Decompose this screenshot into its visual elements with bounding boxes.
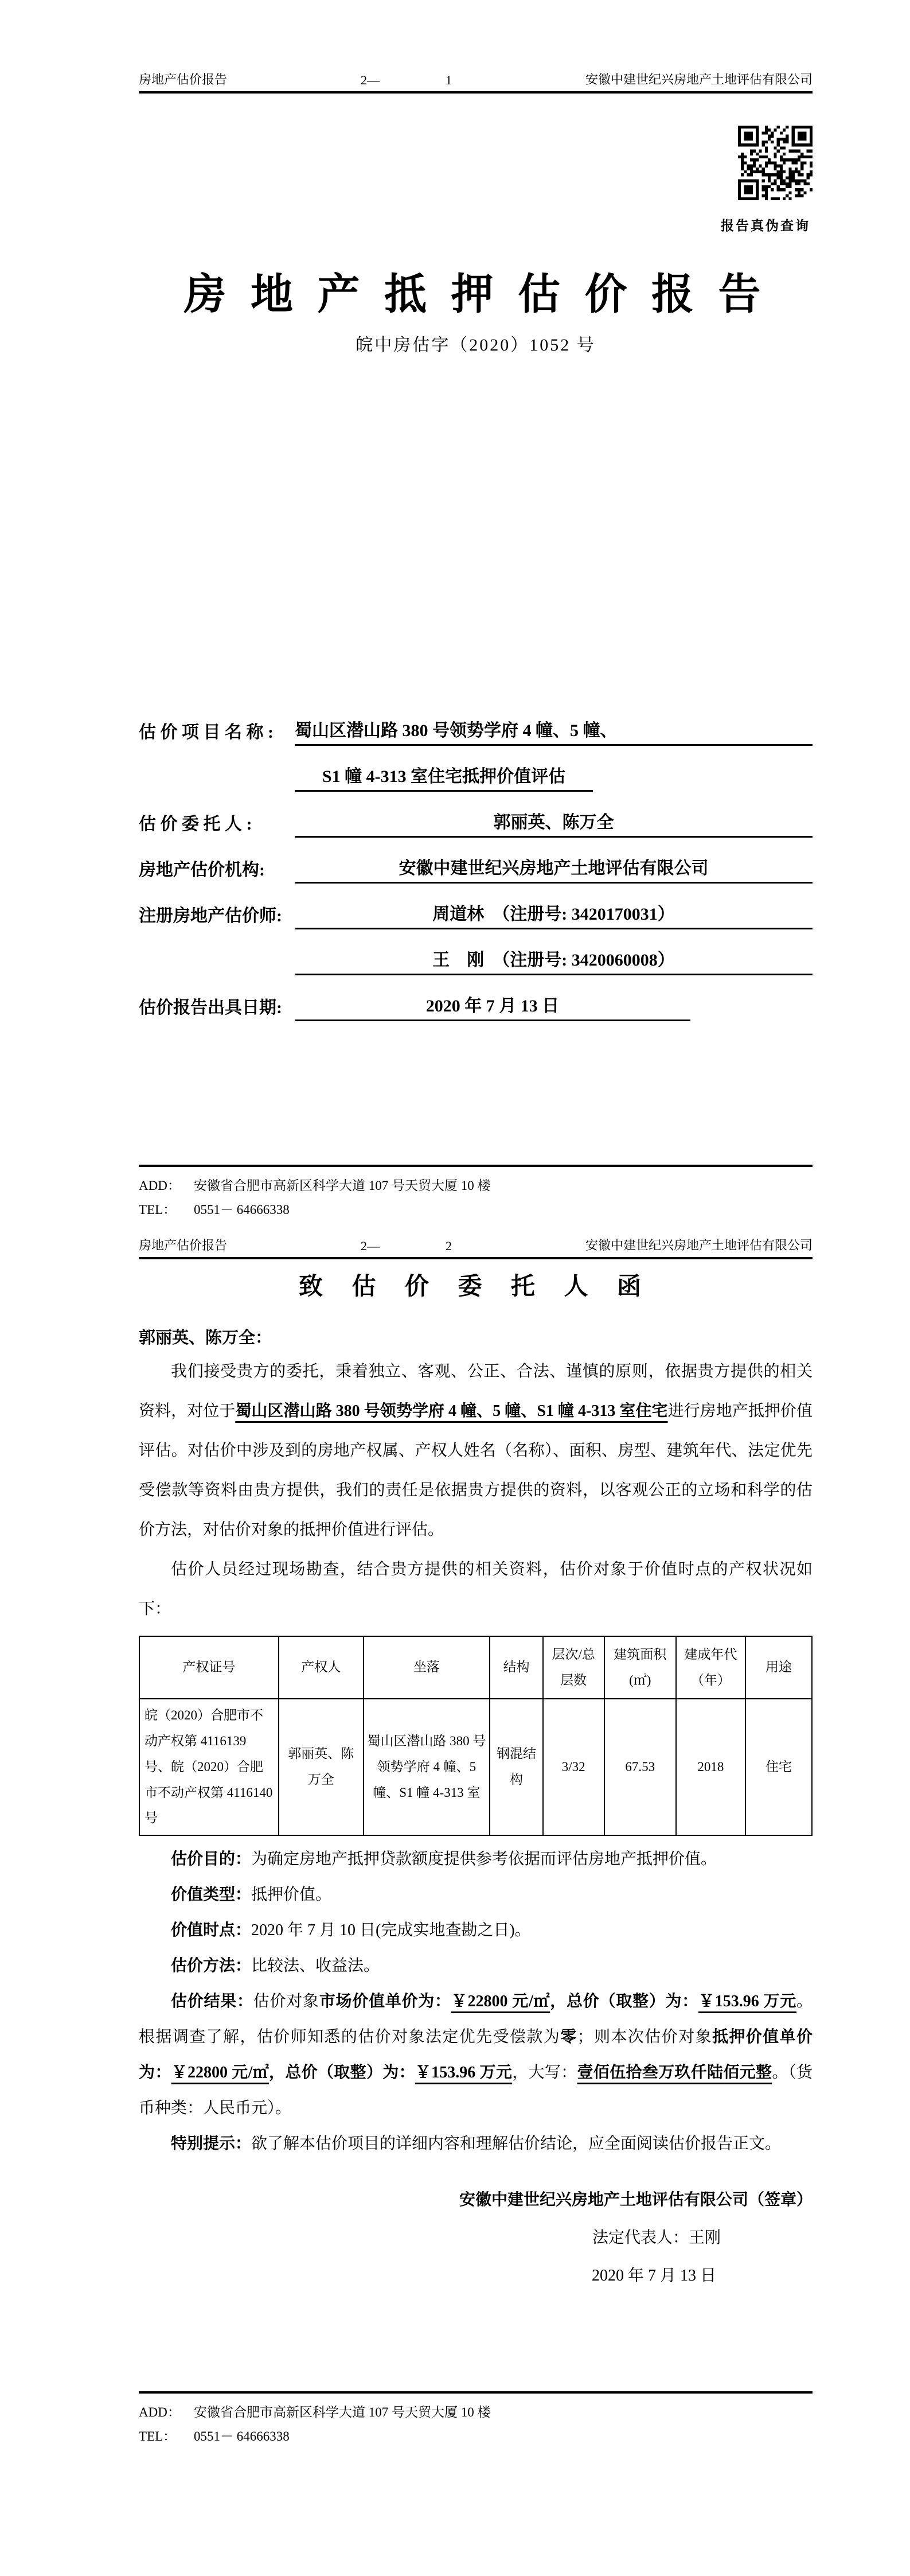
cell-structure: 钢混结构 xyxy=(490,1699,543,1835)
result-note: 。根据调查了解，估价师知悉的估价对象法定优先受偿款为 xyxy=(139,1993,813,2046)
running-header-doc-title: 房地产估价报告 xyxy=(139,72,228,87)
section-text: 为确定房地产抵押贷款额度提供参考依据而评估房地产抵押价值。 xyxy=(251,1850,717,1869)
page-count-prefix: 2— xyxy=(361,73,380,87)
section-label: 价值时点： xyxy=(171,1921,252,1940)
field-value-underlined: 周道林 （注册号: 3420170031） xyxy=(295,900,813,929)
signature-legal-rep: 法定代表人：王刚 xyxy=(592,2229,721,2247)
result-total-label: ，总价（取整）为： xyxy=(550,1993,698,2011)
phone-value: 0551－ 64666338 xyxy=(194,1203,290,1217)
col-header-year: 建成年代（年） xyxy=(676,1636,745,1699)
letter-paragraph-1 xyxy=(139,1352,813,1550)
report-doc-number: 皖中房估字（2020）1052 号 xyxy=(356,336,596,355)
field-project-name-line2 xyxy=(139,746,813,792)
report-title: 房 地 产 抵 押 估 价 报 告 xyxy=(183,271,768,318)
section-label: 价值类型： xyxy=(171,1886,252,1904)
report-document xyxy=(0,70,910,2449)
table-row xyxy=(139,1699,812,1835)
field-appraiser-2 xyxy=(139,929,813,975)
para1-post: 进行房地产抵押价值评估。对估价中涉及到的房地产权属、产权人姓名（名称）、面积、房型、建筑年代、法定优先受偿款等资料由贵方提供，我们的责任是依据贵方提供的资料，以客观公正的立场和科学的估价方法，对估价对象的抵押价值进行评估。 xyxy=(139,1402,813,1539)
page1-running-header xyxy=(139,70,813,94)
col-header-area: 建筑面积(㎡) xyxy=(604,1636,677,1699)
field-appraiser-1 xyxy=(139,884,813,929)
section-text: 比较法、收益法。 xyxy=(251,1957,380,1975)
signature-company: 安徽中建世纪兴房地产土地评估有限公司（签章） xyxy=(459,2191,813,2209)
address-label: ADD： xyxy=(139,2405,181,2420)
phone-value: 0551－ 64666338 xyxy=(194,2429,290,2444)
cover-fields xyxy=(139,700,813,1021)
para1-subject-highlight: 蜀山区潜山路 380 号领势学府 4 幢、5 幢、S1 幢 4-313 室住宅 xyxy=(235,1402,668,1420)
property-rights-table xyxy=(139,1636,813,1836)
field-project-name xyxy=(139,700,813,746)
page-number: 2 xyxy=(446,1239,452,1253)
qr-block xyxy=(139,126,813,234)
mortgage-unit-price-value: ￥22800 元/㎡ xyxy=(171,2064,270,2082)
result-then: ；则本次估价对象 xyxy=(577,2028,712,2046)
cell-year: 2018 xyxy=(676,1699,745,1835)
cell-location: 蜀山区潜山路 380 号领势学府 4 幢、5 幢、S1 幢 4-313 室 xyxy=(364,1699,490,1835)
signature-block xyxy=(139,2181,813,2295)
capital-amount: 壹佰伍拾叁万玖仟陆佰元整 xyxy=(577,2064,772,2082)
section-text: 欲了解本估价项目的详细内容和理解估价结论，应全面阅读估价报告正文。 xyxy=(251,2135,782,2153)
page-number: 1 xyxy=(446,73,452,87)
footer-phone-line xyxy=(139,2425,813,2449)
phone-label: TEL： xyxy=(139,1203,177,1217)
mortgage-unit-price-label: 抵押价值单价为： xyxy=(139,2028,813,2082)
result-total-value: ￥153.96 万元 xyxy=(698,1993,796,2011)
field-value-underlined: 2020 年 7 月 13 日 xyxy=(295,991,690,1021)
section-value-date xyxy=(139,1913,813,1948)
address-label: ADD： xyxy=(139,1178,181,1193)
field-label: 房地产估价机构: xyxy=(139,861,265,880)
capital-label: ，大写： xyxy=(512,2064,577,2082)
cell-certificate: 皖（2020）合肥市不动产权第 4116139 号、皖（2020）合肥市不动产权第 4116140 号 xyxy=(139,1699,279,1835)
address-value: 安徽省合肥市高新区科学大道 107 号天贸大厦 10 楼 xyxy=(194,1178,491,1193)
running-header-page-indicator xyxy=(361,73,452,88)
field-value-underlined: S1 幢 4-313 室住宅抵押价值评估 xyxy=(295,762,593,792)
field-client xyxy=(139,792,813,838)
col-header-owner: 产权人 xyxy=(279,1636,364,1699)
cell-owner: 郭丽英、陈万全 xyxy=(279,1699,364,1835)
footer-address-line xyxy=(139,1174,813,1198)
field-label xyxy=(139,789,295,792)
letter-paragraph-2: 估价人员经过现场勘查，结合贵方提供的相关资料，估价对象于价值时点的产权状况如下： xyxy=(139,1561,813,1618)
footer-phone-line xyxy=(139,1198,813,1222)
letter-title: 致 估 价 委 托 人 函 xyxy=(298,1274,653,1300)
section-label: 估价方法： xyxy=(171,1957,252,1975)
address-value: 安徽省合肥市高新区科学大道 107 号天贸大厦 10 楼 xyxy=(194,2405,491,2420)
page2-footer xyxy=(139,2391,813,2449)
mortgage-total-value: ￥153.96 万元 xyxy=(415,2064,513,2082)
para1-pre: 我们接受贵方的委托，秉着独立、客观、公正、合法、谨慎的原则，依据贵方提供的相关资料，对位于 xyxy=(139,1363,813,1420)
field-issue-date xyxy=(139,975,813,1021)
field-agency xyxy=(139,838,813,884)
field-value-underlined: 安徽中建世纪兴房地产土地评估有限公司 xyxy=(295,854,813,884)
result-object: 估价对象 xyxy=(253,1993,319,2011)
section-label: 估价结果： xyxy=(171,1993,253,2011)
result-unit-price-value: ￥22800 元/㎡ xyxy=(451,1993,550,2011)
field-label: 估 价 项 目 名 称 : xyxy=(139,723,274,742)
letter-salutation: 郭丽英、陈万全： xyxy=(139,1329,272,1347)
section-text: 2020 年 7 月 10 日(完成实地查勘之日)。 xyxy=(251,1921,531,1940)
running-header-company: 安徽中建世纪兴房地产土地评估有限公司 xyxy=(585,1238,813,1252)
result-unit-price-label: 市场价值单价为： xyxy=(319,1993,451,2011)
field-label: 注册房地产估价师: xyxy=(139,906,282,925)
section-method xyxy=(139,1948,813,1984)
section-label: 特别提示： xyxy=(171,2135,252,2153)
cell-floor: 3/32 xyxy=(543,1699,604,1835)
field-label: 估 价 委 托 人 : xyxy=(139,815,252,834)
section-label: 估价目的： xyxy=(171,1850,252,1869)
mortgage-total-label: ，总价（取整）为： xyxy=(269,2064,415,2082)
result-zero: 零 xyxy=(560,2028,577,2046)
cell-use: 住宅 xyxy=(745,1699,812,1835)
field-value-underlined: 郭丽英、陈万全 xyxy=(295,808,813,838)
page-count-prefix: 2— xyxy=(361,1239,380,1253)
qr-caption: 报告真伪查询 xyxy=(721,219,810,233)
col-header-floor: 层次/总层数 xyxy=(543,1636,604,1699)
section-value-type xyxy=(139,1877,813,1913)
field-value-underlined: 王 刚 （注册号: 3420060008） xyxy=(295,945,813,975)
section-special-note xyxy=(139,2126,813,2162)
col-header-certificate: 产权证号 xyxy=(139,1636,279,1699)
section-result xyxy=(139,1984,813,2126)
page2-running-header xyxy=(139,1236,813,1259)
table-header-row xyxy=(139,1636,812,1699)
signature-date: 2020 年 7 月 13 日 xyxy=(591,2267,716,2285)
running-header-doc-title: 房地产估价报告 xyxy=(139,1238,228,1252)
col-header-location: 坐落 xyxy=(364,1636,490,1699)
field-label: 估价报告出具日期: xyxy=(139,998,282,1017)
valuation-sections xyxy=(139,1842,813,2162)
field-label xyxy=(139,972,295,975)
section-text: 抵押价值。 xyxy=(251,1886,332,1904)
section-purpose xyxy=(139,1842,813,1877)
footer-address-line xyxy=(139,2400,813,2425)
cell-area: 67.53 xyxy=(604,1699,677,1835)
qr-code-icon xyxy=(738,126,813,200)
running-header-page-indicator xyxy=(361,1239,452,1254)
col-header-use: 用途 xyxy=(745,1636,812,1699)
page1-footer xyxy=(139,1165,813,1222)
running-header-company: 安徽中建世纪兴房地产土地评估有限公司 xyxy=(585,72,813,87)
phone-label: TEL： xyxy=(139,2429,177,2444)
col-header-structure: 结构 xyxy=(490,1636,543,1699)
currency-note: 。（货币种类：人民币元）。 xyxy=(139,2064,813,2118)
field-value-underlined: 蜀山区潜山路 380 号领势学府 4 幢、5 幢、 xyxy=(295,716,813,746)
